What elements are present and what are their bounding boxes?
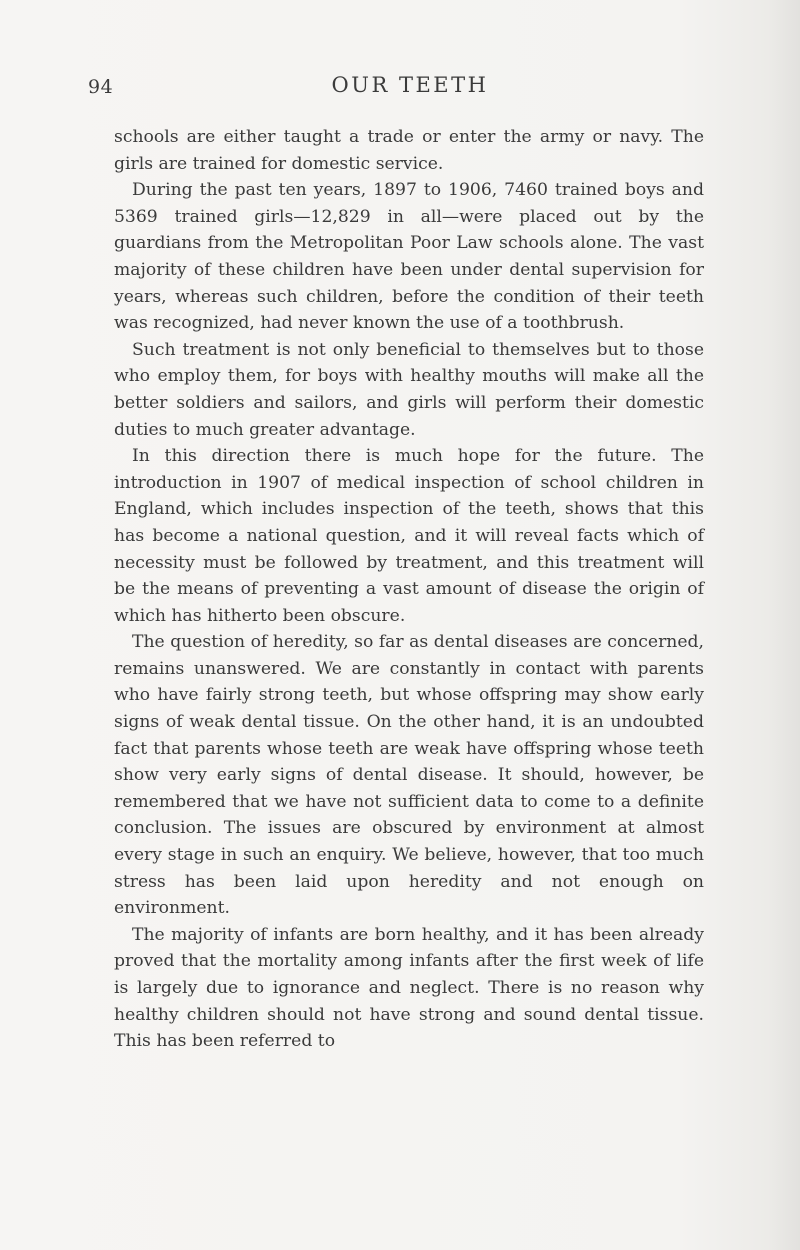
- running-head: OUR TEETH: [331, 73, 489, 97]
- body-text: [114, 124, 704, 1055]
- paragraph: In this direction there is much hope for the future. The introduction in 1907 of medical inspection of school children in England, which includes inspection of the teeth, shows that this has become a national question, and it will reveal facts which of necessity must be followed by treatment, and this treatment will be the means of preventing a vast amount of disease the origin of which has hitherto been obscure.: [114, 446, 704, 626]
- page-number: 94: [88, 76, 114, 98]
- paragraph: schools are either taught a trade or enter the army or navy. The girls are trained for domestic service.: [114, 127, 704, 174]
- paragraph: The majority of infants are born healthy, and it has been already proved that the mortality among infants after the first week of life is largely due to ignorance and neglect. There is no reason why healthy children should not have strong and sound dental tissue. This has been referred to: [114, 924, 704, 1052]
- paragraph: Such treatment is not only beneficial to themselves but to those who employ them, for boys with healthy mouths will make all the better soldiers and sailors, and girls will perform their domestic duties to much greater advantage.: [114, 339, 704, 440]
- paragraph: The question of heredity, so far as dental diseases are concerned, remains unanswered. We are constantly in contact with parents who have fairly strong teeth, but whose offspring may show early signs of weak dental tissue. On the other hand, it is an undoubted fact that parents whose teeth are weak have offspring whose teeth show very early signs of dental disease. It should, however, be remembered that we have not sufficient data to come to a definite conclusion. The issues are obscured by environment at almost every stage in such an enquiry. We believe, however, that too much stress has been laid upon heredity and not enough on environment.: [114, 632, 704, 919]
- page-header: [0, 73, 800, 106]
- paragraph: During the past ten years, 1897 to 1906, 7460 trained boys and 5369 trained girls—12,829 in all—were placed out by the guardians from the Metropolitan Poor Law schools alone. The vast majority of these children have been under dental supervision for years, whereas such children, before the condition of their teeth was recognized, had never known the use of a toothbrush.: [114, 180, 704, 334]
